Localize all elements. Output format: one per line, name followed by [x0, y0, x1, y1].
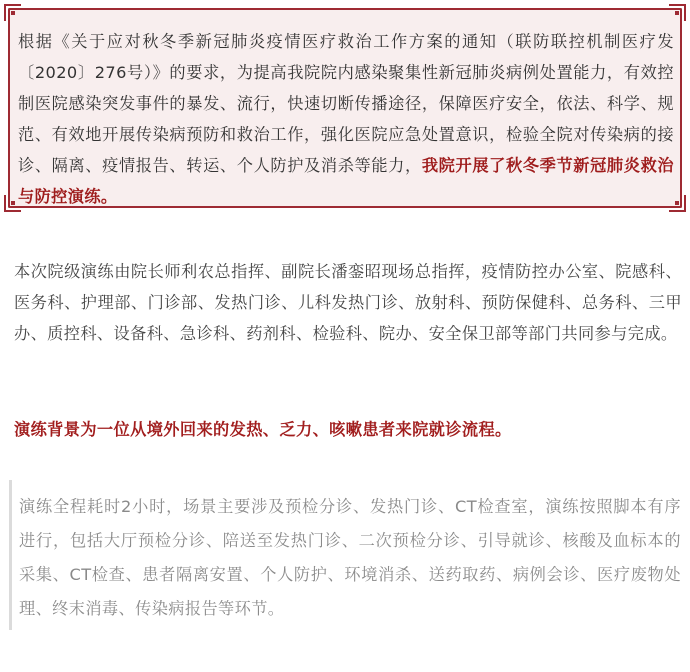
notice-highlight-text: 我院开展了秋冬季节新冠肺炎救治与防控演练。 [18, 156, 674, 206]
notice-body-text: 根据《关于应对秋冬季新冠肺炎疫情医疗救治工作方案的通知（联防联控机制医疗发〔2020〕276号）》的要求，为提高我院院内感染聚集性新冠肺炎病例处置能力，有效控制医院感染突发事件的暴发、流行，快速切断传播途径，保障医疗安全，依法、科学、规范、有效地开展传染病预防和救治工作，强化医院应急处置意识，检验全院对传染病的接诊、隔离、疫情报告、转运、个人防护及消杀等能力， [18, 32, 674, 175]
drill-background-heading: 演练背景为一位从境外回来的发热、乏力、咳嗽患者来院就诊流程。 [14, 420, 512, 439]
participants-paragraph: 本次院级演练由院长师利农总指挥、副院长潘銮昭现场总指挥，疫情防控办公室、院感科、医务科、护理部、门诊部、发热门诊、儿科发热门诊、放射科、预防保健科、总务科、三甲办、质控科、设备科、急诊科、药剂科、检验科、院办、安全保卫部等部门共同参与完成。 [14, 262, 682, 343]
corner-ornament-icon [668, 4, 686, 22]
drill-process-text: 演练全程耗时2小时，场景主要涉及预检分诊、发热门诊、CT检查室，演练按照脚本有序进行，包括大厅预检分诊、陪送至发热门诊、二次预检分诊、引导就诊、核酸及血标本的采集、CT检查、患者隔离安置、个人防护、环境消杀、送药取药、病例会诊、医疗废物处理、终末消毒、传染病报告等环节。 [19, 497, 681, 618]
notice-paragraph [18, 26, 674, 212]
corner-ornament-icon [4, 4, 22, 22]
notice-box [8, 8, 682, 208]
drill-process-quote [9, 480, 681, 630]
